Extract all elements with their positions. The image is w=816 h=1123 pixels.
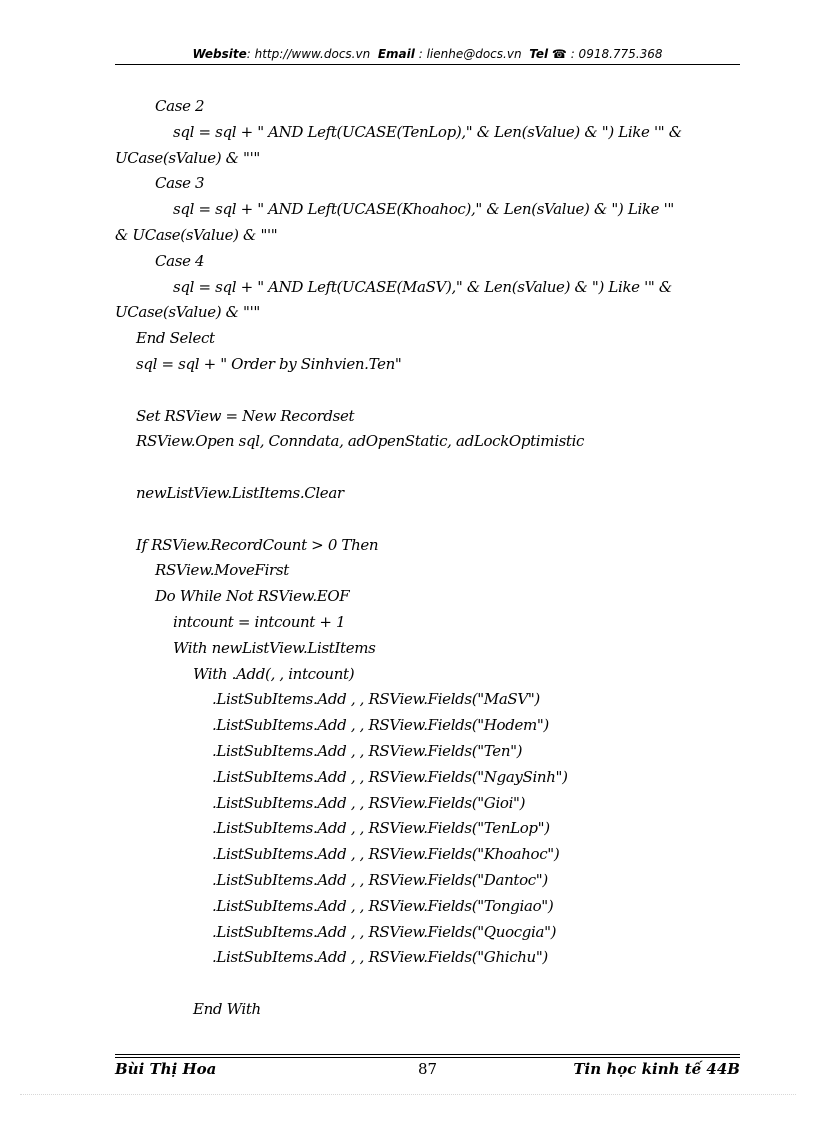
footer-course: Tin học kinh tế 44B [573,1060,740,1078]
code-line: sql = sql + " Order by Sinhvien.Ten" [136,354,402,373]
website-label: Website [192,47,247,61]
phone-icon: ☎ [551,47,567,61]
code-line-justified [115,197,740,223]
code-line: & UCase(sValue) & "'" [115,225,278,244]
code-line: Case 2 [155,97,205,115]
header-divider [115,64,740,65]
page-header [115,47,740,61]
code-line: UCase(sValue) & "'" [115,303,260,322]
footer-author: Bùi Thị Hoa [115,1060,217,1078]
code-line: .ListSubItems.Add , , RSView.Fields("Quocgia") [212,922,557,941]
code-line: .ListSubItems.Add , , RSView.Fields("Dantoc") [212,870,548,889]
code-line: .ListSubItems.Add , , RSView.Fields("Gioi") [212,793,526,812]
code-line: Do While Not RSView.EOF [155,587,350,606]
code-token: sql = sql + " AND Left(UCASE(TenLop)," & Len(sValue) & ") Like '" & [173,122,682,141]
blank-line [115,971,740,997]
code-line: RSView.MoveFirst [155,561,289,580]
code-line: .ListSubItems.Add , , RSView.Fields("MaSV") [212,690,540,709]
tel-label: Tel [529,47,549,61]
code-token: sql = sql + " AND Left(UCASE(Khoahoc)," & Len(sValue) & ") Like '" [173,200,674,219]
blank-line [115,507,740,533]
code-line: With newListView.ListItems [173,638,376,657]
page-footer [115,1060,740,1082]
code-line: .ListSubItems.Add , , RSView.Fields("NgaySinh") [212,767,568,786]
code-token: sql = sql + " AND Left(UCASE(MaSV)," & Len(sValue) & ") Like '" & [173,277,672,296]
blank-line [115,378,740,404]
code-line: .ListSubItems.Add , , RSView.Fields("Ghichu") [212,948,548,967]
page-number: 87 [417,1060,438,1078]
email-value: : lienhe@docs.vn [418,47,522,61]
code-line: intcount = intcount + 1 [173,612,346,631]
code-line: UCase(sValue) & "'" [115,148,260,167]
tel-value: : 0918.775.368 [570,47,663,61]
blank-line [115,455,740,481]
code-line-justified [115,275,740,301]
website-value: : http://www.docs.vn [246,47,371,61]
code-line: If RSView.RecordCount > 0 Then [136,535,379,554]
code-line: End With [193,999,261,1018]
code-line: Set RSView = New Recordset [136,406,355,425]
code-line: .ListSubItems.Add , , RSView.Fields("Khoahoc") [212,845,560,864]
email-label: Email [377,47,415,61]
code-line: .ListSubItems.Add , , RSView.Fields("Hodem") [212,716,549,735]
code-line: Case 4 [155,251,205,270]
footer-divider-thin [115,1057,740,1058]
code-line: Case 3 [155,174,205,193]
code-line-justified [115,120,740,146]
code-line: With .Add(, , intcount) [193,664,355,683]
code-line: .ListSubItems.Add , , RSView.Fields("Tongiao") [212,896,554,915]
footer-divider [115,1054,740,1055]
code-block [115,94,740,1023]
page-edge-dotted-line [20,1094,796,1095]
code-line: .ListSubItems.Add , , RSView.Fields("Ten") [212,741,523,760]
code-line: RSView.Open sql, Conndata, adOpenStatic, adLockOptimistic [136,432,585,451]
code-line: End Select [136,329,215,348]
code-line: .ListSubItems.Add , , RSView.Fields("TenLop") [212,819,550,838]
code-line: newListView.ListItems.Clear [136,483,344,502]
